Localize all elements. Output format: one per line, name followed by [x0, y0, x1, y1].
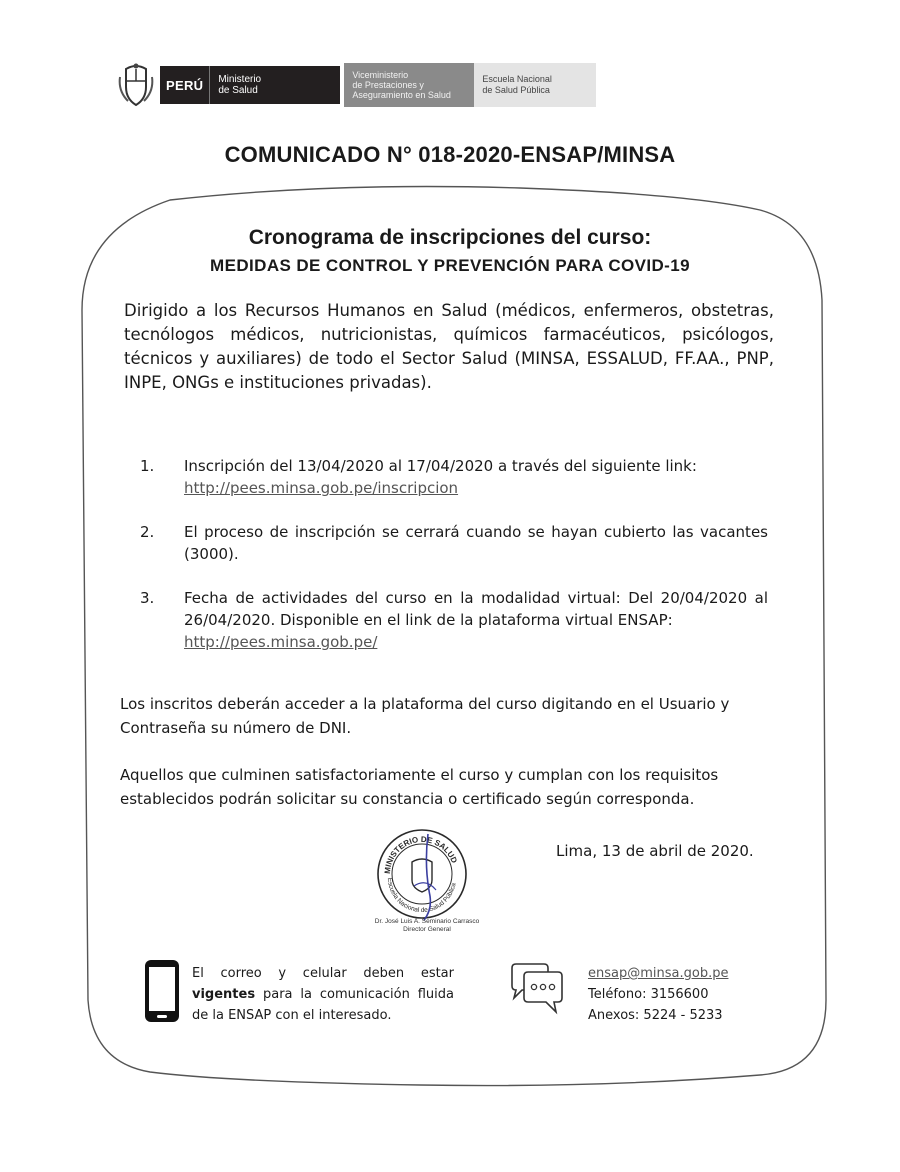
- extensions: Anexos: 5224 - 5233: [588, 1008, 723, 1023]
- item-number: 2.: [140, 523, 155, 541]
- seal-bottom-text: Escuela Nacional de Salud Pública: [385, 877, 458, 915]
- vice-line-2: de Prestaciones y: [352, 80, 424, 90]
- course-subheading: MEDIDAS DE CONTROL Y PREVENCIÓN PARA COVID-19: [210, 256, 690, 275]
- list-item: [140, 587, 768, 653]
- course-heading: Cronograma de inscripciones del curso:: [248, 226, 652, 249]
- vice-line-3: Aseguramiento en Salud: [352, 90, 451, 100]
- list-item: [140, 521, 768, 565]
- vice-ministry-label: [344, 63, 474, 107]
- signature-block: [372, 918, 482, 934]
- list-item: [140, 455, 768, 499]
- ministry-label: [209, 66, 340, 104]
- registration-link[interactable]: http://pees.minsa.gob.pe/inscripcion: [184, 479, 459, 497]
- official-seal-icon: [374, 826, 470, 922]
- item-text: [184, 455, 697, 499]
- phone-number: Teléfono: 3156600: [588, 987, 709, 1002]
- document-title: COMUNICADO N° 018-2020-ENSAP/MINSA: [224, 142, 676, 167]
- note-part-2: para la comunicación fluida de la ENSAP con el interesado.: [192, 987, 454, 1023]
- signer-role: Director General: [403, 926, 451, 933]
- note-bold: vigentes: [192, 987, 256, 1002]
- access-paragraph: Los inscritos deberán acceder a la plataforma del curso digitando en el Usuario y Contraseña su número de DNI.: [120, 695, 730, 737]
- contact-note: [192, 963, 454, 1026]
- item-body: Fecha de actividades del curso en la modalidad virtual: Del 20/04/2020 al 26/04/2020. Disponible en el link de la plataforma virtual ENSAP:: [184, 589, 768, 629]
- certificate-paragraph: Aquellos que culminen satisfactoriamente el curso y cumplan con los requisitos establecidos podrán solicitar su constancia o certificado según corresponda.: [120, 766, 719, 808]
- ministry-line-1: Ministerio: [218, 74, 262, 85]
- item-body: Inscripción del 13/04/2020 al 17/04/2020 a través del siguiente link:: [184, 457, 697, 475]
- vice-line-1: Viceministerio: [352, 70, 409, 80]
- intro-paragraph: Dirigido a los Recursos Humanos en Salud (médicos, enfermeros, obstetras, tecnólogos médicos, nutricionistas, químicos farmacéuticos, psicólogos, técnicos y auxiliares) de todo el Sector Salud (MINSA, ESSALUD, FF.AA., PNP, INPE, ONGs e instituciones privadas).: [124, 301, 774, 392]
- school-line-2: de Salud Pública: [482, 85, 550, 95]
- signer-name: Dr. José Luis A. Seminario Carrasco: [374, 918, 480, 925]
- peru-label: PERÚ: [160, 66, 209, 104]
- ministry-line-2: de Salud: [218, 85, 258, 96]
- school-line-1: Escuela Nacional: [482, 74, 552, 84]
- steps-list: [140, 455, 768, 675]
- place-date: Lima, 13 de abril de 2020.: [556, 842, 754, 860]
- chat-bubbles-icon: [504, 960, 570, 1024]
- item-number: 3.: [140, 589, 155, 607]
- note-part-1: El correo y celular deben estar: [192, 966, 454, 981]
- item-number: 1.: [140, 457, 155, 475]
- header-logos: [118, 60, 596, 110]
- peru-shield-icon: [118, 63, 154, 107]
- item-text: [184, 587, 768, 653]
- item-body: El proceso de inscripción se cerrará cuando se hayan cubierto las vacantes (3000).: [184, 523, 768, 563]
- school-label: [474, 63, 596, 107]
- contact-info: [588, 963, 728, 1026]
- platform-link[interactable]: http://pees.minsa.gob.pe/: [184, 633, 378, 651]
- seal-top-text: MINISTERIO DE SALUD: [382, 834, 459, 875]
- email-link[interactable]: ensap@minsa.gob.pe: [588, 966, 729, 981]
- mobile-phone-icon: [143, 958, 181, 1024]
